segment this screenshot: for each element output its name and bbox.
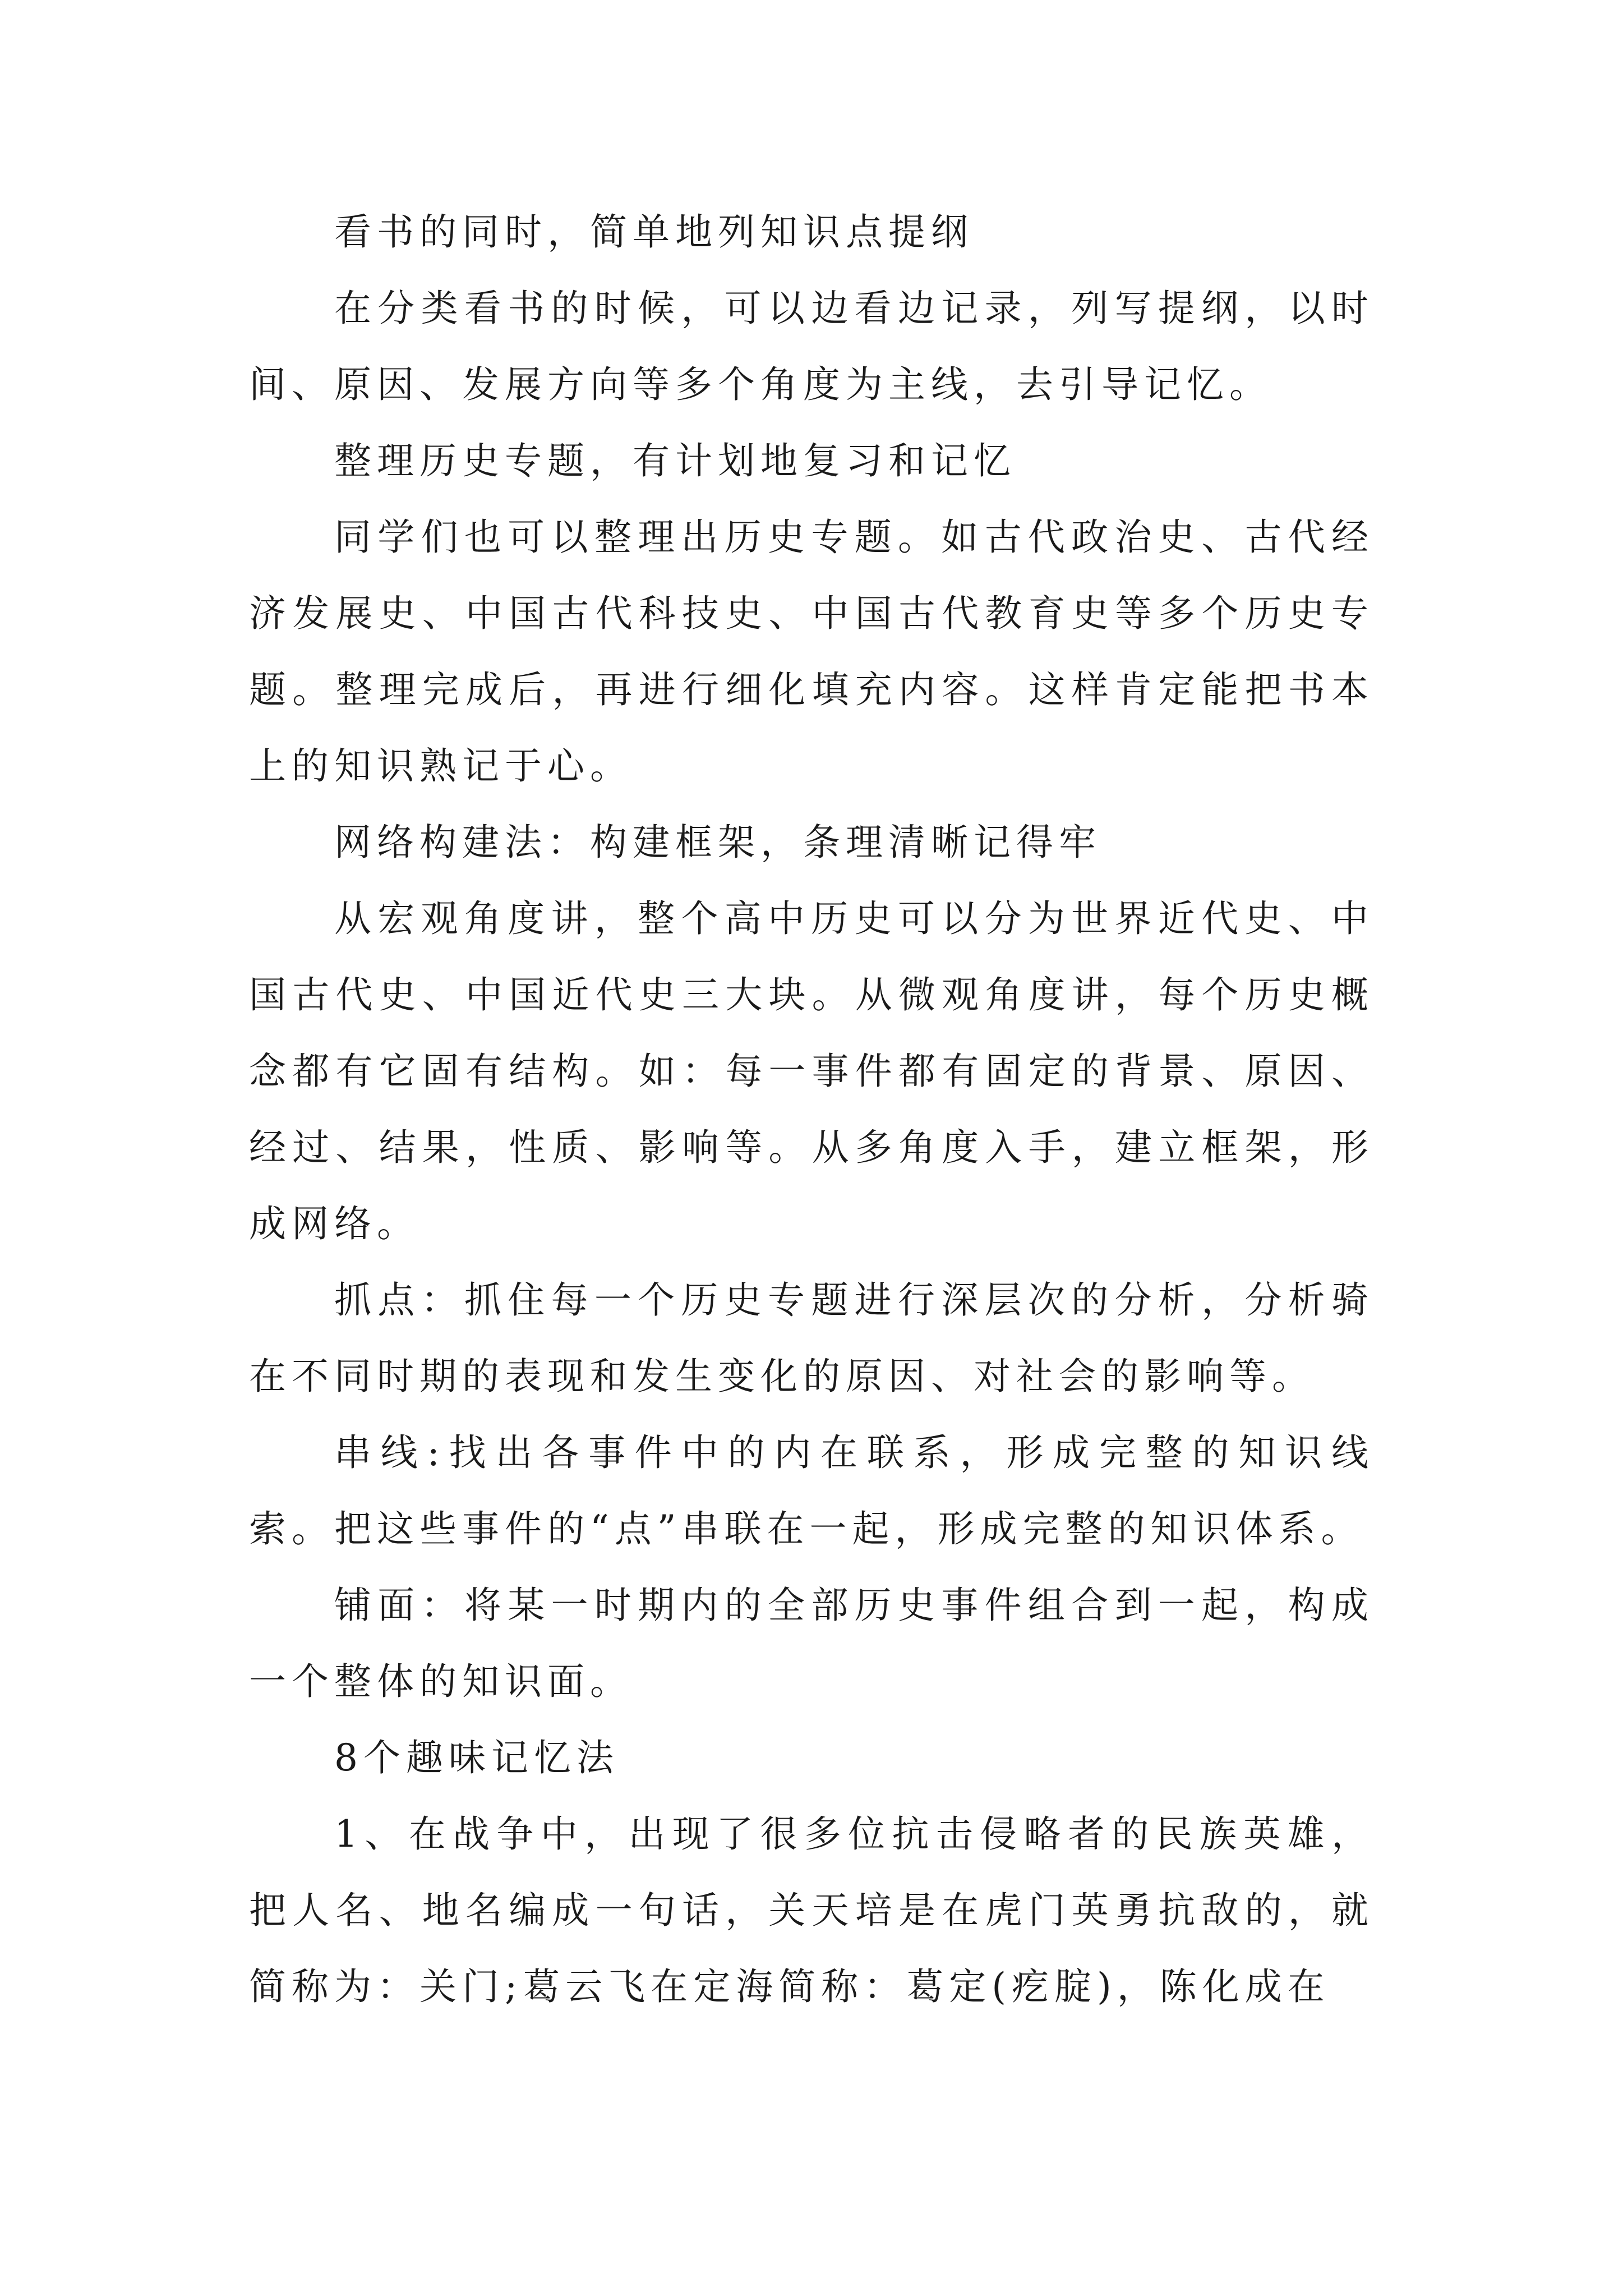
document-body <box>249 194 1374 2025</box>
paragraph-memory-method-1: 1、在战争中，出现了很多位抗击侵略者的民族英雄，把人名、地名编成一句话，关天培是在虎门英勇抗敌的，就简称为：关门;葛云飞在定海简称：葛定(疙腚)，陈化成在 <box>249 1812 1374 2008</box>
paragraph-network-method: 从宏观角度讲，整个高中历史可以分为世界近代史、中国古代史、中国近代史三大块。从微观角度讲，每个历史概念都有它固有结构。如：每一事件都有固定的背景、原因、经过、结果，性质、影响等。从多角度入手，建立框架，形成网络。 <box>249 897 1374 1245</box>
paragraph-history-topics: 同学们也可以整理出历史专题。如古代政治史、古代经济发展史、中国古代科技史、中国古代教育史等多个历史专题。整理完成后，再进行细化填充内容。这样肯定能把书本上的知识熟记于心。 <box>249 516 1374 788</box>
heading-history-topics: 整理历史专题，有计划地复习和记忆 <box>334 439 1016 482</box>
paragraph-connect-lines: 串线:找出各事件中的内在联系，形成完整的知识线索。把这些事件的“点”串联在一起，形成完整的知识体系。 <box>249 1431 1374 1550</box>
heading-network-method: 网络构建法：构建框架，条理清晰记得牢 <box>334 821 1101 864</box>
paragraph-outline-method: 在分类看书的时候，可以边看边记录，列写提纲，以时间、原因、发展方向等多个角度为主线，去引导记忆。 <box>249 287 1374 406</box>
paragraph-spread-surface: 铺面：将某一时期内的全部历史事件组合到一起，构成一个整体的知识面。 <box>249 1584 1374 1703</box>
heading-fun-memory-methods: 8个趣味记忆法 <box>334 1736 619 1779</box>
heading-outline-while-reading: 看书的同时，简单地列知识点提纲 <box>334 210 974 254</box>
paragraph-grasp-points: 抓点：抓住每一个历史专题进行深层次的分析，分析骑在不同时期的表现和发生变化的原因、对社会的影响等。 <box>249 1278 1374 1398</box>
